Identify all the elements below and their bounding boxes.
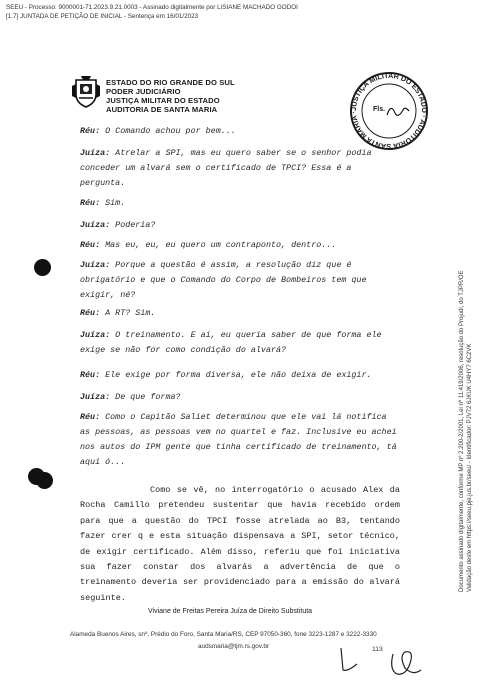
letterhead-court: JUSTIÇA MILITAR DO ESTADO	[106, 96, 220, 105]
speaker-label: Juíza:	[80, 392, 111, 402]
speech-text: Como o Capitão Saliet determinou que ele vai lá notifica as pessoas, as pessoas vem no quartel e faz. Inclusive eu achei nos autos do IPM gente que tinha certificado de treinamento, tá aqui ó...	[80, 412, 397, 467]
speaker-label: Juíza:	[80, 148, 111, 158]
footer-email: audsmaria@tjm.rs.gov.br	[198, 643, 270, 650]
seeu-juntada-line: [1.7] JUNTADA DE PETIÇÃO DE INICIAL - Sentença em 16/01/2023	[6, 13, 199, 20]
letterhead-state: ESTADO DO RIO GRANDE DO SUL	[106, 78, 235, 87]
speaker-label: Réu:	[80, 412, 101, 422]
dialogue-turn	[80, 258, 400, 303]
speech-text: Atrelar a SPI, mas eu quero saber se o senhor podia conceder um alvará sem o certificado de TPCI? Essa é a pergunta.	[80, 148, 372, 188]
dialogue-turn	[80, 238, 400, 253]
speaker-label: Réu:	[80, 370, 101, 380]
speech-text: Porque a questão é assim, a resolução diz que é obrigatório e que o Comando do Corpo de Bombeiros tem que exigir, né?	[80, 260, 367, 300]
page-number: 113	[372, 646, 383, 653]
punch-hole	[34, 259, 51, 276]
speech-text: Mas eu, eu, eu quero um contraponto, dentro...	[100, 240, 337, 250]
letterhead-auditoria: AUDITORIA DE SANTA MARIA	[106, 105, 218, 114]
speaker-label: Réu:	[80, 240, 101, 250]
dialogue-turn	[80, 390, 400, 405]
judge-signature-line: Viviane de Freitas Pereira Juíza de Direito Substituta	[148, 608, 313, 615]
speech-text: Poderia?	[110, 220, 156, 230]
dialogue-turn	[80, 218, 400, 233]
speech-text: Sim.	[100, 198, 126, 208]
punch-hole	[36, 472, 53, 489]
speech-text: O Comando achou por bem...	[100, 126, 236, 136]
speech-text: O treinamento. E aí, eu queria saber de que forma ele exige se não for como condição do alvará?	[80, 330, 382, 355]
dialogue-turn	[80, 368, 400, 383]
speaker-label: Juíza:	[80, 260, 111, 270]
handwritten-initials	[335, 640, 425, 680]
seeu-process-line: SEEU - Processo: 9000001-71.2023.9.21.0003 - Assinado digitalmente por LISIANE MACHADO GODOI	[6, 4, 298, 11]
digital-signature-note: Documento assinado digitalmente, conforme MP nº 2.200-2/2001, Lei nº 11.419/2006, resolução do Projudi, do TJPR/OE	[459, 270, 465, 592]
interrogation-summary-paragraph: Como se vê, no interrogatório o acusado Alex da Rocha Camillo pretendeu sustentar que havia recebido ordem para que a questão do TPCI fosse atrelada ao B3, tentando fazer crer q e esta situação dispensava a SPI, setor técnico, de exigir certificado. Além disso, referiu que foi iniciativa sua fazer constar dos alvarás a advertência de que o treinamento deveria ser providenciado para a emissão do alvará seguinte.	[80, 485, 400, 603]
speaker-label: Réu:	[80, 308, 101, 318]
speaker-label: Réu:	[80, 126, 101, 136]
speaker-label: Juíza:	[80, 330, 111, 340]
speech-text: A RT? Sim.	[100, 308, 156, 318]
validation-note: Validação deste em https://seeu.pje.jus.br/seeu/ - Identificador: PJV72 6JKUK U4HY7 6C2VK	[467, 343, 473, 592]
footer-address: Alameda Buenos Aires, snº, Prédio do Foro, Santa Maria/RS, CEP 97050-360, fone 3223-1287 e 3222-3330	[70, 631, 377, 638]
court-stamp	[339, 71, 439, 151]
speech-text: De que forma?	[110, 392, 181, 402]
dialogue-turn	[80, 146, 400, 191]
letterhead-power: PODER JUDICIÁRIO	[106, 87, 181, 96]
speaker-label: Juíza:	[80, 220, 111, 230]
speaker-label: Réu:	[80, 198, 101, 208]
dialogue-turn	[80, 306, 400, 321]
svg-text:Fls.: Fls.	[373, 106, 386, 113]
dialogue-turn	[80, 410, 400, 470]
dialogue-turn	[80, 124, 400, 139]
dialogue-turn	[80, 196, 400, 211]
svg-text:JUSTIÇA MILITAR DO ESTADO · AU: JUSTIÇA MILITAR DO ESTADO · AUDITORIA SANTA MARIA ·	[348, 71, 430, 151]
speech-text: Ele exige por forma diversa, ele não deixa de exigir.	[100, 370, 372, 380]
dialogue-turn	[80, 328, 400, 358]
coat-of-arms-icon	[72, 76, 100, 108]
